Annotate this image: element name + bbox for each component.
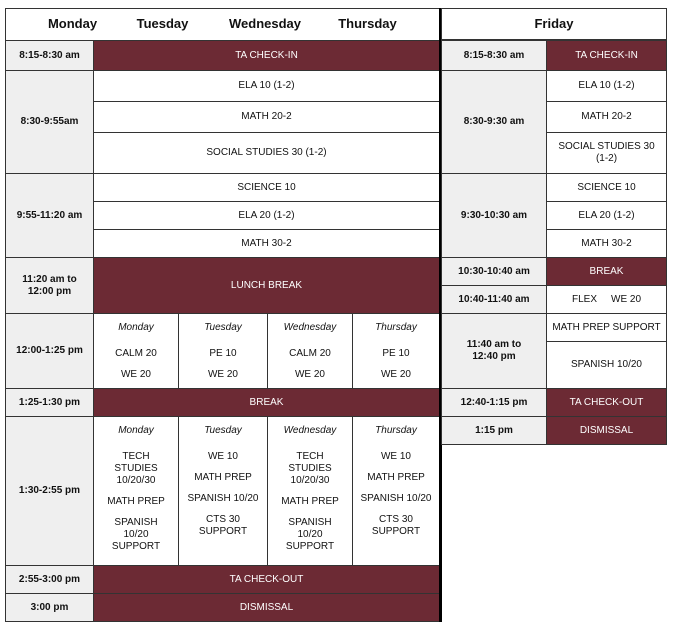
flex-label: FLEX [571,293,597,305]
class-cell: SCIENCE 10 [546,173,667,202]
class-cell: MATH 30-2 [546,229,667,258]
friday-break-bar: BREAK [546,257,667,286]
class-cell: SOCIAL STUDIES 30 (1-2) [93,132,440,174]
class-line: SPANISH 10/20 SUPPORT [285,517,335,552]
class-line: WE 20 [207,369,238,380]
header-monday: Monday [47,16,98,31]
lunch-break-bar: LUNCH BREAK [93,257,440,314]
class-line: MATH PREP [194,472,252,483]
time-slot: 8:30-9:30 am [441,70,547,174]
class-cell: SOCIAL STUDIES 30 (1-2) [546,132,667,174]
class-line: PE 10 [209,348,237,359]
class-cell: MATH PREP SUPPORT [546,313,667,342]
class-line: SPANISH 10/20 [187,493,259,504]
class-cell: ELA 20 (1-2) [546,201,667,230]
class-cell: MATH 20-2 [93,101,440,133]
class-line: WE 20 [294,369,325,380]
class-line: WE 20 [120,369,151,380]
day-label: Thursday [375,425,417,436]
class-line: MATH PREP [107,496,165,507]
class-cell: SCIENCE 10 [93,173,440,202]
class-line: CALM 20 [115,348,157,359]
header-wednesday: Wednesday [228,16,301,31]
class-cell: ELA 20 (1-2) [93,201,440,230]
header-tuesday: Tuesday [136,16,189,31]
class-line: CTS 30 SUPPORT [198,514,248,537]
time-slot: 8:15-8:30 am [441,40,547,71]
friday-dismissal-bar: DISMISSAL [546,416,667,445]
day-label: Thursday [375,322,417,333]
time-slot: 11:20 am to 12:00 pm [5,257,94,314]
time-slot: 9:30-10:30 am [441,173,547,258]
class-cell: SPANISH 10/20 [546,341,667,389]
time-slot: 1:30-2:55 pm [5,416,94,566]
class-line: TECH STUDIES 10/20/30 [114,451,158,486]
flex-class: WE 20 [611,293,642,305]
class-line: PE 10 [382,348,410,359]
class-line: TECH STUDIES 10/20/30 [288,451,332,486]
dismissal-bar: DISMISSAL [93,593,440,622]
class-line: MATH PREP [367,472,425,483]
day-label: Wednesday [283,425,337,436]
class-line: WE 20 [380,369,411,380]
class-cell: MATH 20-2 [546,101,667,133]
class-line: WE 10 [380,451,411,462]
class-line: CTS 30 SUPPORT [371,514,421,537]
day-label: Wednesday [283,322,337,333]
class-cell: MATH 30-2 [93,229,440,258]
class-cell: ELA 10 (1-2) [546,70,667,102]
time-slot: 12:00-1:25 pm [5,313,94,389]
time-slot: 1:25-1:30 pm [5,388,94,417]
header-friday: Friday [441,8,667,40]
flex-cell [546,285,667,314]
class-line: WE 10 [207,451,238,462]
ta-checkout-bar: TA CHECK-OUT [93,565,440,594]
left-table-frame [5,8,441,622]
time-slot: 1:15 pm [441,416,547,445]
time-slot: 8:15-8:30 am [5,40,94,71]
friday-ta-checkin-bar: TA CHECK-IN [546,40,667,71]
time-slot: 3:00 pm [5,593,94,622]
break-bar: BREAK [93,388,440,417]
class-cell: ELA 10 (1-2) [93,70,440,102]
day-label: Monday [118,322,154,333]
class-line: SPANISH 10/20 [360,493,432,504]
class-line: SPANISH 10/20 SUPPORT [111,517,161,552]
class-line: CALM 20 [289,348,331,359]
time-slot: 12:40-1:15 pm [441,388,547,417]
header-thursday: Thursday [338,16,397,31]
time-slot: 8:30-9:55am [5,70,94,174]
time-slot: 10:40-11:40 am [441,285,547,314]
time-slot: 11:40 am to 12:40 pm [441,313,547,389]
ta-checkin-bar: TA CHECK-IN [93,40,440,71]
time-slot: 10:30-10:40 am [441,257,547,286]
day-label: Tuesday [204,322,242,333]
friday-ta-checkout-bar: TA CHECK-OUT [546,388,667,417]
class-line: MATH PREP [281,496,339,507]
time-slot: 9:55-11:20 am [5,173,94,258]
day-label: Tuesday [204,425,242,436]
day-label: Monday [118,425,154,436]
time-slot: 2:55-3:00 pm [5,565,94,594]
